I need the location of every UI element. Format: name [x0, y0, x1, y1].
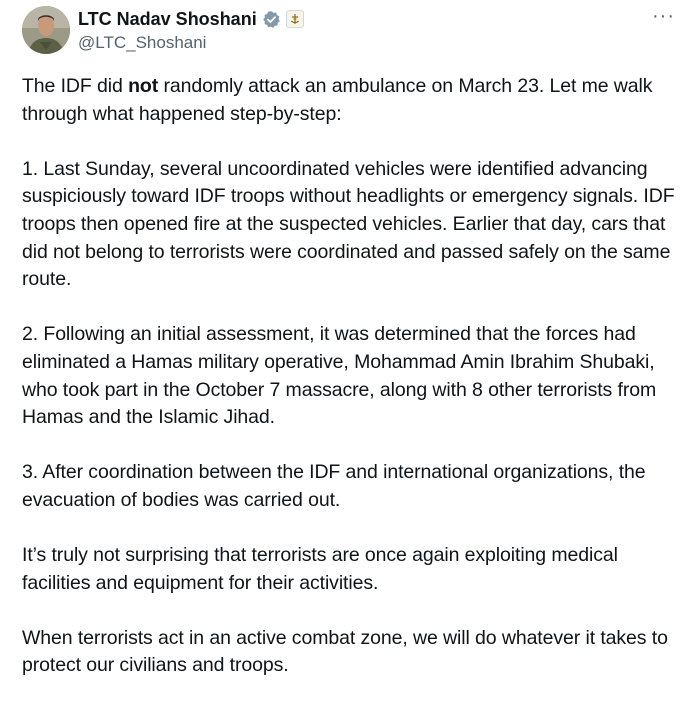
tweet-paragraph-step-2: 2. Following an initial assessment, it was determined that the forces had eliminated a Hamas military operative, Mohammad Amin Ibrahim Shubaki, who took part in the October 7 massacre, along with 8 other terrorists from Hamas and the Islamic Jihad. — [22, 323, 657, 429]
intro-text-start: The IDF did — [22, 75, 129, 97]
tweet-paragraph-closing: When terrorists act in an active combat zone, we will do whatever it takes to protect our civilians and troops. — [22, 626, 668, 677]
display-name[interactable]: LTC Nadav Shoshani — [78, 9, 257, 29]
tweet-paragraph-step-3: 3. After coordination between the IDF and international organizations, the evacuation of bodies was carried out. — [22, 461, 646, 511]
verified-badge-icon[interactable] — [262, 10, 281, 29]
more-options-icon[interactable]: ··· — [652, 5, 675, 27]
tweet-paragraph-comment: It’s truly not surprising that terrorists are once again exploiting medical facilities and equipment for their activities. — [22, 544, 618, 594]
intro-text-end: randomly attack an ambulance on March 23. Let me walk through what happened step-by-step: — [22, 75, 653, 125]
tweet-text — [22, 73, 684, 708]
tweet-paragraph-intro — [22, 73, 684, 128]
tweet-paragraph-step-1: 1. Last Sunday, several uncoordinated vehicles were identified advancing suspiciously toward IDF troops without headlights or emergency signals. IDF troops then opened fire at the suspected vehicles. Earlier that day, cars that did not belong to terrorists were coordinated and passed safely on the same route. — [22, 157, 675, 291]
idf-emblem-icon[interactable] — [286, 10, 304, 28]
avatar-photo-icon — [22, 6, 70, 54]
intro-emphasis: not — [128, 75, 159, 97]
author-handle[interactable]: @LTC_Shoshani — [78, 33, 207, 52]
author-name-row — [78, 8, 304, 30]
avatar[interactable] — [22, 6, 70, 54]
